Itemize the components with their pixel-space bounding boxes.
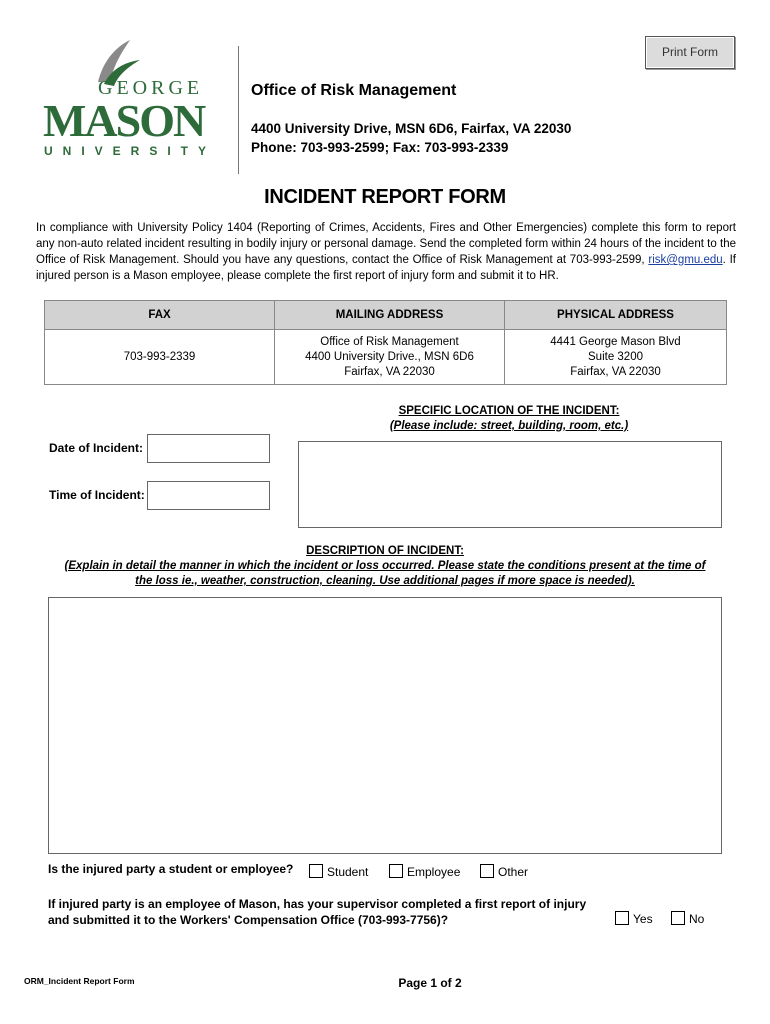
footer-form-name: ORM_Incident Report Form: [24, 976, 135, 986]
no-label: No: [689, 912, 705, 926]
mailing-line: 4400 University Drive., MSN 6D6: [305, 350, 474, 363]
physical-address: [505, 330, 727, 385]
physical-line: 4441 George Mason Blvd: [550, 335, 681, 348]
logo-mason-text: MASON: [43, 95, 205, 146]
time-label: Time of Incident:: [49, 488, 145, 502]
no-option[interactable]: [671, 911, 704, 926]
office-phone: Phone: 703-993-2599; Fax: 703-993-2339: [251, 140, 509, 155]
date-input[interactable]: [147, 434, 270, 463]
print-form-button[interactable]: Print Form: [645, 36, 735, 69]
yes-label: Yes: [633, 912, 653, 926]
mailing-line: Fairfax, VA 22030: [344, 365, 435, 378]
description-heading: [40, 544, 730, 589]
time-input[interactable]: [147, 481, 270, 510]
location-title: SPECIFIC LOCATION OF THE INCIDENT:: [398, 405, 620, 417]
student-option[interactable]: [309, 864, 368, 879]
office-address: 4400 University Drive, MSN 6D6, Fairfax, VA 22030: [251, 121, 572, 136]
student-checkbox[interactable]: [309, 864, 323, 878]
mailing-address: [275, 330, 505, 385]
intro-text: In compliance with University Policy 1404 (Reporting of Crimes, Accidents, Fires and Other Emergencies) complete this form to report any non-auto related incident resulting in bodily injury or personal damage. Send the completed form within 24 hours of the incident to the Office of Risk Management. Should you have any questions, contact the Office of Risk Management at 703-993-2599,: [36, 222, 736, 266]
employee-option[interactable]: [389, 864, 460, 879]
description-instructions: (Explain in detail the manner in which the incident or loss occurred. Please state the conditions present at the time of the loss ie., weather, construction, cleaning. Use additional pages if more space is needed).: [64, 560, 706, 587]
office-name: Office of Risk Management: [251, 82, 457, 99]
other-checkbox[interactable]: [480, 864, 494, 878]
risk-email-link[interactable]: risk@gmu.edu: [648, 254, 723, 266]
yes-checkbox[interactable]: [615, 911, 629, 925]
description-title: DESCRIPTION OF INCIDENT:: [306, 545, 464, 557]
physical-line: Fairfax, VA 22030: [570, 365, 661, 378]
form-title: INCIDENT REPORT FORM: [264, 186, 506, 208]
logo-university-text: UNIVERSITY: [44, 144, 217, 158]
physical-line: Suite 3200: [588, 350, 643, 363]
date-label: Date of Incident:: [49, 441, 144, 455]
other-label: Other: [498, 865, 529, 879]
party-question: Is the injured party a student or employee?: [48, 862, 294, 876]
physical-header: PHYSICAL ADDRESS: [505, 301, 727, 330]
logo-george-text: GEORGE: [98, 77, 204, 99]
intro-text-end: . If injured person is a Mason employee, please complete the first report of injury form and submit it to HR.: [36, 254, 737, 282]
location-input[interactable]: [298, 441, 722, 528]
office-contact: [251, 119, 571, 157]
george-mason-logo: [40, 38, 220, 163]
supervisor-question: If injured party is an employee of Mason, has your supervisor completed a first report of injury and submitted it to the Workers' Compensation Office (703-993-7756)?: [48, 897, 587, 927]
description-input[interactable]: [48, 597, 722, 854]
fax-header: FAX: [45, 301, 275, 330]
mailing-line: Office of Risk Management: [320, 335, 459, 348]
yes-option[interactable]: [615, 911, 653, 926]
location-subtitle: (Please include: street, building, room, etc.): [389, 420, 629, 432]
no-checkbox[interactable]: [671, 911, 685, 925]
employee-checkbox[interactable]: [389, 864, 403, 878]
student-label: Student: [327, 865, 369, 879]
employee-label: Employee: [407, 865, 461, 879]
mailing-header: MAILING ADDRESS: [275, 301, 505, 330]
fax-value: 703-993-2339: [45, 330, 275, 385]
footer-page-number: Page 1 of 2: [398, 976, 462, 990]
location-heading: [298, 404, 720, 434]
intro-paragraph: [36, 220, 736, 284]
other-option[interactable]: [480, 864, 528, 879]
header-divider: [238, 46, 239, 174]
contacts-table: [44, 300, 727, 385]
